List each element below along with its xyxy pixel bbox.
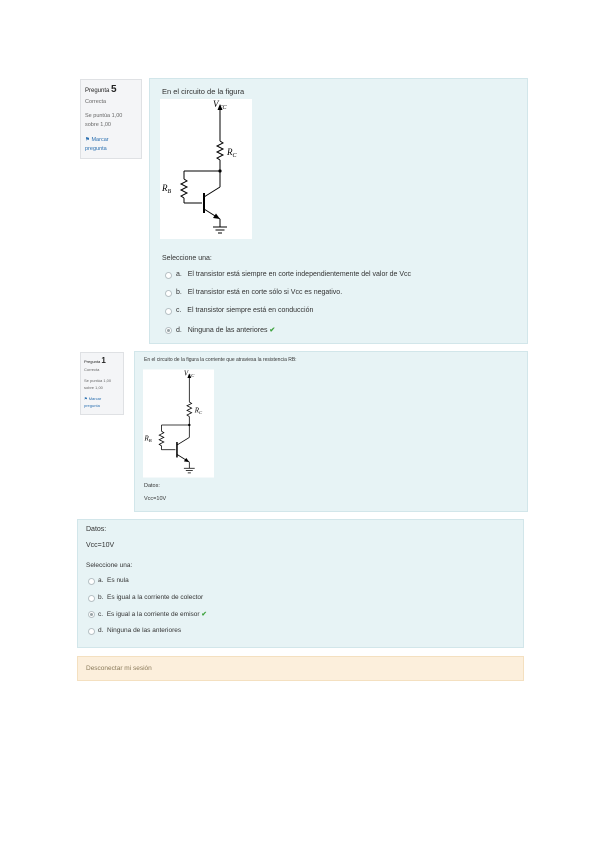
question-score-max: sobre 1,00 xyxy=(84,385,103,390)
flag-question-link-line2[interactable]: pregunta xyxy=(84,403,100,408)
option-c-radio-selected[interactable] xyxy=(88,611,95,618)
question-label: Pregunta 5 xyxy=(85,84,117,95)
vcc-label: $V_{CC}$ xyxy=(183,369,195,380)
option-d[interactable]: d. Ninguna de las anteriores ✔ xyxy=(176,327,276,334)
question-6-info xyxy=(80,352,124,415)
select-prompt: Seleccione una: xyxy=(162,255,212,262)
select-prompt: Seleccione una: xyxy=(86,562,133,569)
question-5-info xyxy=(80,79,142,159)
feedback-text[interactable]: Desconectar mi sesión xyxy=(86,665,152,672)
flag-question-link[interactable]: ⚑ Marcar xyxy=(84,396,102,401)
flag-question-link-line2[interactable]: pregunta xyxy=(85,146,107,152)
data-label: Datos: xyxy=(86,526,107,533)
rc-label: $R_C$ xyxy=(194,406,203,417)
flag-icon: ⚑ xyxy=(85,137,90,143)
option-b-radio[interactable] xyxy=(165,290,172,297)
option-a[interactable]: a. Es nula xyxy=(98,577,129,584)
data-value: Vcc=10V xyxy=(144,496,167,502)
correct-check-icon: ✔ xyxy=(269,327,276,334)
option-c[interactable]: c. Es igual a la corriente de emisor ✔ xyxy=(98,611,207,618)
option-d[interactable]: d. Ninguna de las anteriores xyxy=(98,627,182,634)
question-text: En el circuito de la figura xyxy=(162,87,245,96)
question-status: Correcta xyxy=(84,367,100,372)
question-score-max: sobre 1,00 xyxy=(85,122,111,128)
rc-label: $R_C$ xyxy=(227,147,237,159)
question-number: 5 xyxy=(111,84,117,95)
circuit-diagram xyxy=(160,99,252,239)
option-b[interactable]: b. El transistor está en corte sólo si Vcc es negativo. xyxy=(176,289,343,296)
option-d-radio-selected[interactable] xyxy=(165,327,172,334)
data-label: Datos: xyxy=(144,483,160,489)
flag-question-link[interactable]: ⚑ Marcar xyxy=(85,137,109,143)
correct-check-icon: ✔ xyxy=(201,611,207,618)
option-a-radio[interactable] xyxy=(165,272,172,279)
option-a[interactable]: a. El transistor está siempre en corte independientemente del valor de Vcc xyxy=(176,271,412,278)
option-a-radio[interactable] xyxy=(88,578,95,585)
feedback-box xyxy=(77,656,524,681)
option-b-radio[interactable] xyxy=(88,595,95,602)
rb-label: $R_B$ xyxy=(162,183,172,195)
question-text: En el circuito de la figura la corriente que atraviesa la resistencia RB: xyxy=(144,357,297,363)
question-score: Se puntúa 1,00 xyxy=(84,378,112,383)
data-value: Vcc=10V xyxy=(86,542,115,549)
option-d-radio[interactable] xyxy=(88,628,95,635)
flag-icon: ⚑ xyxy=(84,396,88,401)
question-status: Correcta xyxy=(85,99,107,105)
question-5-content xyxy=(149,78,528,344)
question-label: Pregunta 1 xyxy=(84,356,106,365)
rb-label: $R_B$ xyxy=(144,434,152,445)
question-6-content xyxy=(134,351,528,512)
option-b[interactable]: b. Es igual a la corriente de colector xyxy=(98,594,204,601)
question-score: Se puntúa 1,00 xyxy=(85,113,123,119)
option-c[interactable]: c. El transistor siempre está en conducción xyxy=(176,307,314,314)
question-6-answers xyxy=(77,519,524,648)
circuit-diagram xyxy=(143,369,214,478)
vcc-label: $V_{CC}$ xyxy=(213,99,227,111)
option-c-radio[interactable] xyxy=(165,308,172,315)
question-number: 1 xyxy=(101,356,106,365)
